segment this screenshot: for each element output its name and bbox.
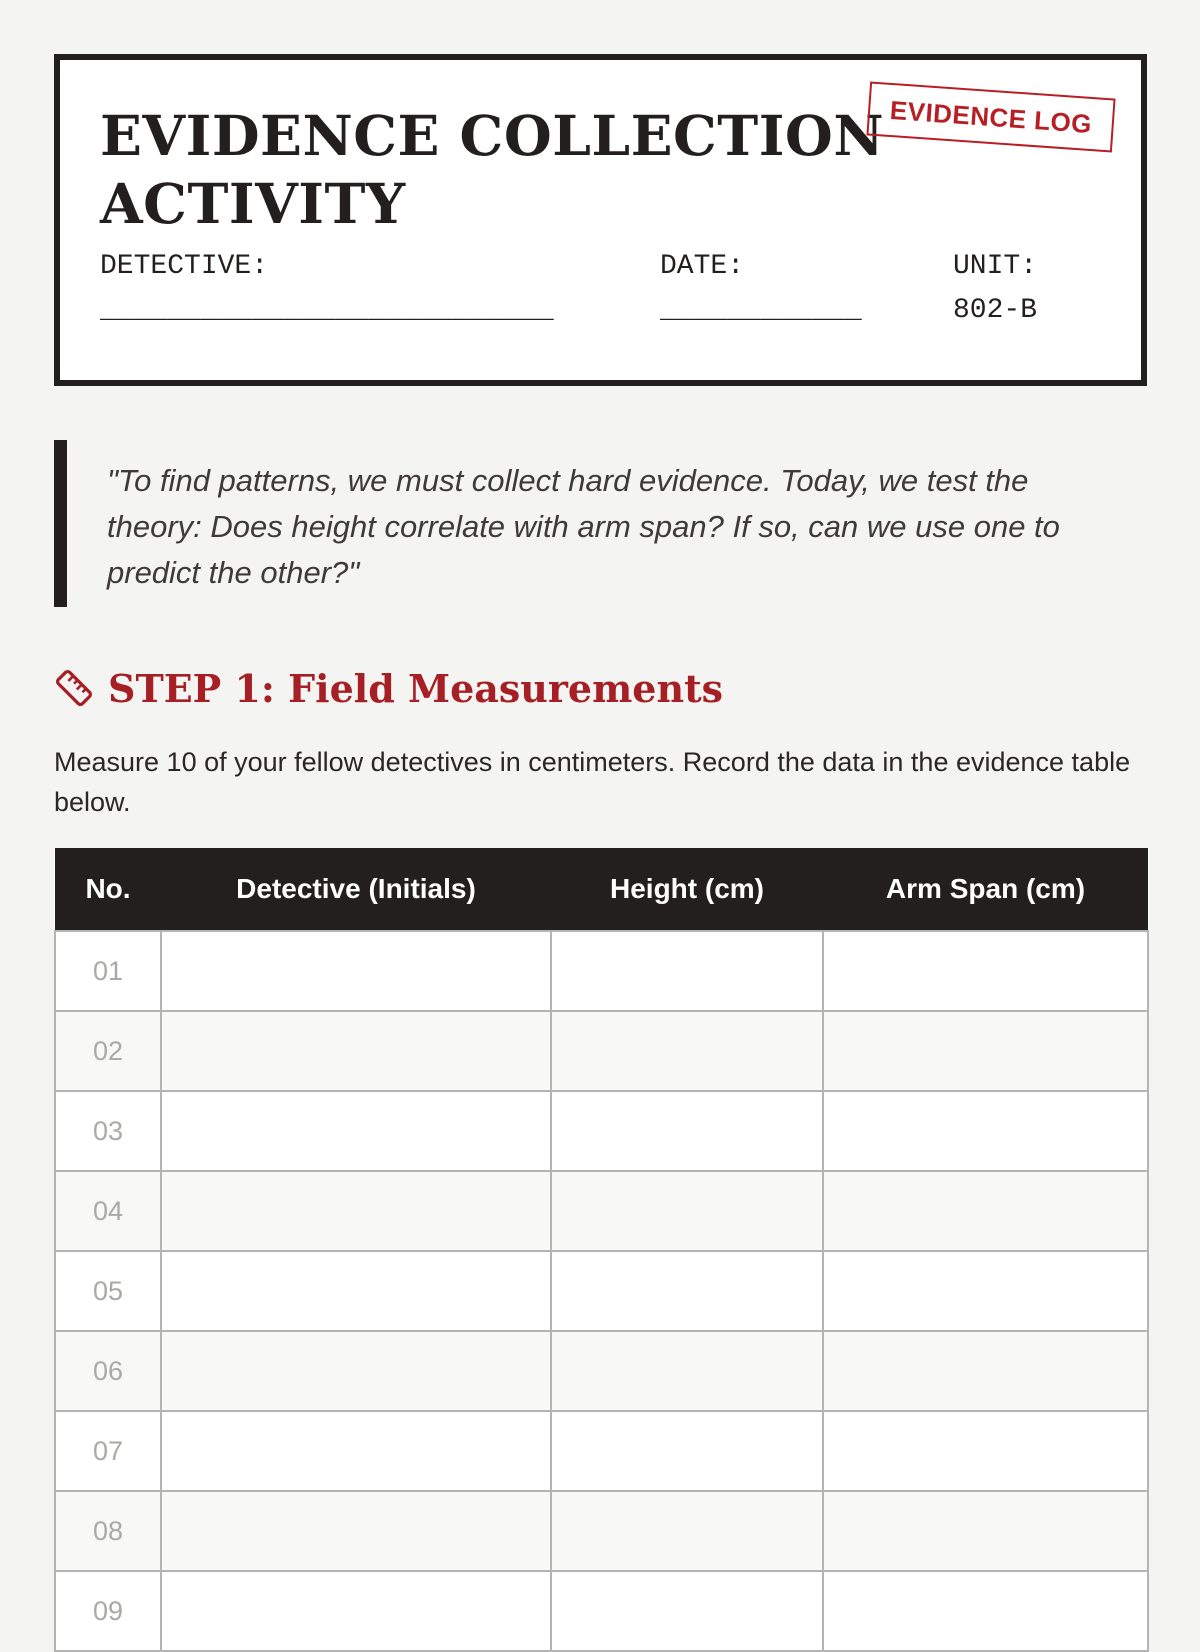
- row-number: 04: [55, 1171, 161, 1251]
- height-cell[interactable]: [551, 1491, 823, 1571]
- arm-span-cell[interactable]: [823, 1251, 1148, 1331]
- column-header-arm-span: Arm Span (cm): [823, 848, 1148, 931]
- column-header-height: Height (cm): [551, 848, 823, 931]
- date-blank[interactable]: ____________: [660, 295, 862, 326]
- detective-initials-cell[interactable]: [161, 1011, 551, 1091]
- header-card: [54, 54, 1147, 386]
- height-cell[interactable]: [551, 1091, 823, 1171]
- row-number: 07: [55, 1411, 161, 1491]
- step1-instructions: Measure 10 of your fellow detectives in centimeters. Record the data in the evidence table below.: [54, 747, 1131, 817]
- height-cell[interactable]: [551, 1411, 823, 1491]
- row-number: 09: [55, 1571, 161, 1651]
- detective-field: [100, 250, 554, 328]
- table-row: [55, 1491, 1148, 1571]
- detective-initials-cell[interactable]: [161, 1571, 551, 1651]
- ruler-icon: [54, 668, 94, 708]
- table-row: [55, 1251, 1148, 1331]
- unit-value: 802-B: [953, 295, 1038, 326]
- detective-initials-cell[interactable]: [161, 1411, 551, 1491]
- evidence-table: [54, 848, 1149, 1652]
- intro-quote-text: "To find patterns, we must collect hard evidence. Today, we test the theory: Does height correlate with arm span? If so, can we use one to predict the other?": [107, 463, 1060, 590]
- unit-label: UNIT:: [953, 251, 1038, 282]
- date-label: DATE:: [660, 251, 745, 282]
- table-row: [55, 1091, 1148, 1171]
- column-header-detective: Detective (Initials): [161, 848, 551, 931]
- arm-span-cell[interactable]: [823, 1171, 1148, 1251]
- row-number: 08: [55, 1491, 161, 1571]
- height-cell[interactable]: [551, 1571, 823, 1651]
- table-row: [55, 1171, 1148, 1251]
- row-number: 03: [55, 1091, 161, 1171]
- intro-quote: [54, 440, 1147, 607]
- detective-blank[interactable]: ___________________________: [100, 295, 554, 326]
- title-line-2: ACTIVITY: [100, 171, 406, 236]
- height-cell[interactable]: [551, 1171, 823, 1251]
- table-row: [55, 1011, 1148, 1091]
- table-row: [55, 1571, 1148, 1651]
- unit-field: [953, 250, 1037, 328]
- arm-span-cell[interactable]: [823, 1011, 1148, 1091]
- detective-initials-cell[interactable]: [161, 1091, 551, 1171]
- table-row: [55, 1411, 1148, 1491]
- row-number: 05: [55, 1251, 161, 1331]
- column-header-no: No.: [55, 848, 161, 931]
- detective-initials-cell[interactable]: [161, 1251, 551, 1331]
- height-cell[interactable]: [551, 1331, 823, 1411]
- step1-title: STEP 1: Field Measurements: [108, 665, 724, 711]
- arm-span-cell[interactable]: [823, 1331, 1148, 1411]
- arm-span-cell[interactable]: [823, 1571, 1148, 1651]
- detective-initials-cell[interactable]: [161, 1331, 551, 1411]
- date-field: [660, 250, 862, 328]
- table-header-row: [55, 848, 1148, 931]
- row-number: 01: [55, 931, 161, 1011]
- height-cell[interactable]: [551, 931, 823, 1011]
- arm-span-cell[interactable]: [823, 931, 1148, 1011]
- step1-heading: [54, 660, 723, 716]
- detective-initials-cell[interactable]: [161, 1491, 551, 1571]
- height-cell[interactable]: [551, 1251, 823, 1331]
- arm-span-cell[interactable]: [823, 1091, 1148, 1171]
- row-number: 02: [55, 1011, 161, 1091]
- height-cell[interactable]: [551, 1011, 823, 1091]
- row-number: 06: [55, 1331, 161, 1411]
- arm-span-cell[interactable]: [823, 1491, 1148, 1571]
- table-row: [55, 931, 1148, 1011]
- detective-initials-cell[interactable]: [161, 931, 551, 1011]
- title-line-1: EVIDENCE COLLECTION: [100, 103, 885, 168]
- evidence-log-stamp: EVIDENCE LOG: [866, 81, 1115, 152]
- arm-span-cell[interactable]: [823, 1411, 1148, 1491]
- detective-label: DETECTIVE:: [100, 251, 269, 282]
- table-row: [55, 1331, 1148, 1411]
- page-title: [100, 102, 884, 238]
- detective-initials-cell[interactable]: [161, 1171, 551, 1251]
